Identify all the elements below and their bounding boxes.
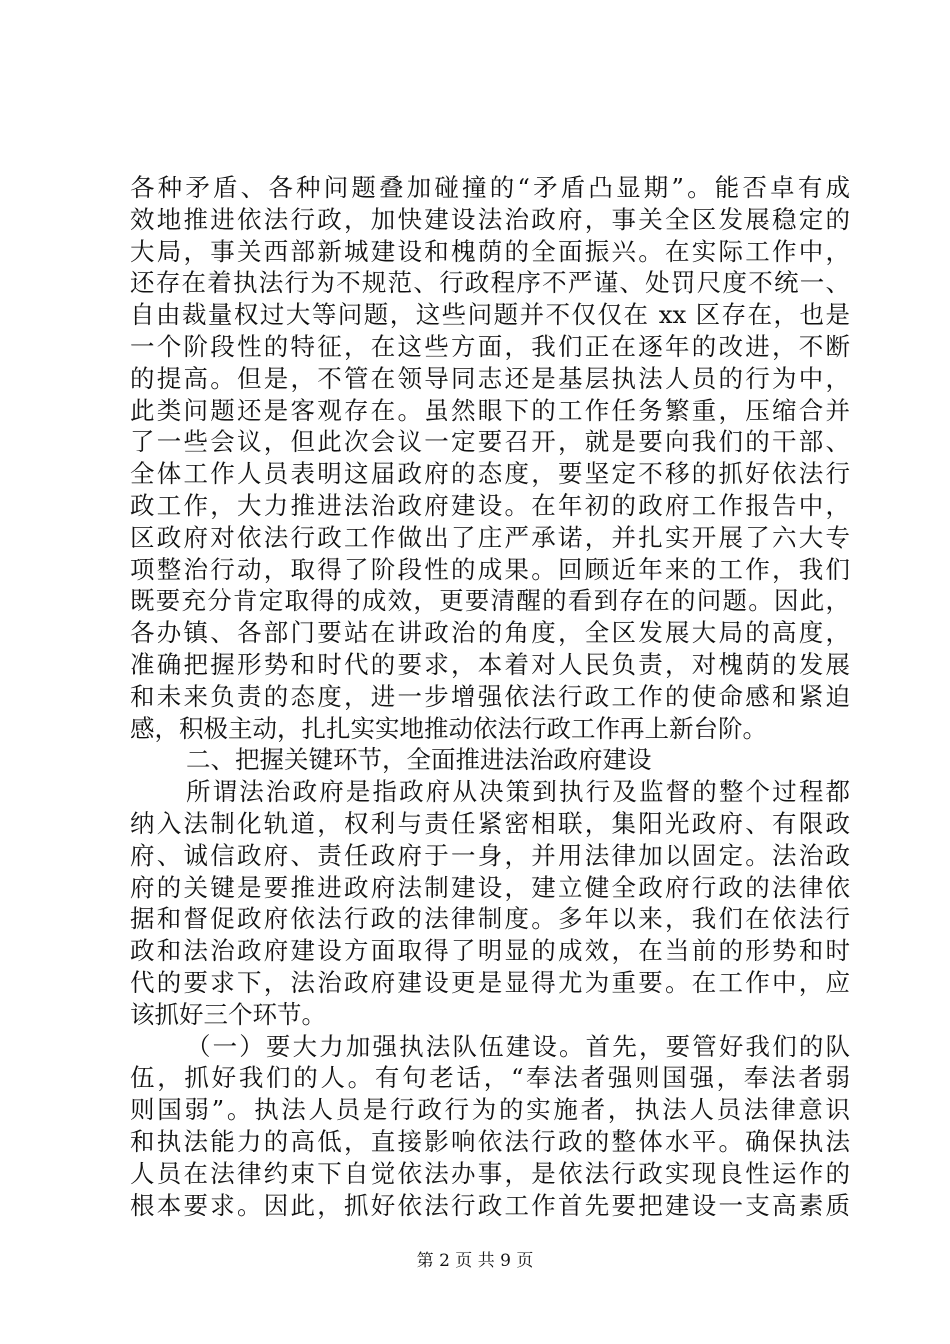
text-line: 各种矛盾、各种问题叠加碰撞的“矛盾凸显期”。能否卓有成 — [130, 173, 850, 202]
text-line: 此类问题还是客观存在。虽然眼下的工作任务繁重，压缩合并 — [130, 395, 850, 425]
text-line: 则国弱”。执法人员是行政行为的实施者，执法人员法律意识 — [130, 1095, 850, 1125]
text-line: 据和督促政府依法行政的法律制度。多年以来，我们在依法行 — [130, 904, 850, 934]
text-line: 根本要求。因此，抓好依法行政工作首先要把建设一支高素质 — [130, 1190, 850, 1220]
text-line: 准确把握形势和时代的要求，本着对人民负责，对槐荫的发展 — [130, 649, 850, 679]
text-line: 人员在法律约束下自觉依法办事，是依法行政实现良性运作的 — [130, 1158, 850, 1188]
page-number-footer: 第 2 页 共 9 页 — [416, 1251, 534, 1271]
text-line: 各办镇、各部门要站在讲政治的角度，全区发展大局的高度， — [130, 618, 850, 648]
text-line: 一个阶段性的特征，在这些方面，我们正在逐年的改进，不断 — [130, 331, 850, 361]
text-line: 所谓法治政府是指政府从决策到执行及监督的整个过程都 — [186, 777, 850, 807]
text-line: 全体工作人员表明这届政府的态度，要坚定不移的抓好依法行 — [130, 459, 850, 489]
text-line: 的提高。但是，不管在领导同志还是基层执法人员的行为中， — [130, 363, 850, 393]
text-line: 和未来负责的态度，进一步增强依法行政工作的使命感和紧迫 — [130, 681, 850, 711]
text-line: 既要充分肯定取得的成效，更要清醒的看到存在的问题。因此， — [130, 586, 850, 616]
text-line: 该抓好三个环节。 — [130, 999, 326, 1029]
text-line: 伍，抓好我们的人。有句老话，“奉法者强则国强，奉法者弱 — [130, 1063, 850, 1093]
document-body — [130, 172, 850, 1221]
text-line: 政和法治政府建设方面取得了明显的成效，在当前的形势和时 — [130, 936, 850, 966]
text-line: 府、诚信政府、责任政府于一身，并用法律加以固定。法治政 — [130, 840, 850, 870]
text-line: 和执法能力的高低，直接影响依法行政的整体水平。确保执法 — [130, 1126, 850, 1156]
text-line: 政工作，大力推进法治政府建设。在年初的政府工作报告中， — [130, 490, 850, 520]
text-line: 项整治行动，取得了阶段性的成果。回顾近年来的工作，我们 — [130, 554, 850, 584]
text-line: 感，积极主动，扎扎实实地推动依法行政工作再上新台阶。 — [130, 713, 767, 743]
text-line: 代的要求下，法治政府建设更是显得尤为重要。在工作中，应 — [130, 967, 850, 997]
subsection-heading: （一）要大力加强执法队伍建设。首先，要管好我们的队 — [186, 1031, 850, 1061]
text-line: 府的关键是要推进政府法制建设，建立健全政府行政的法律依 — [130, 872, 850, 902]
text-line: 区政府对依法行政工作做出了庄严承诺，并扎实开展了六大专 — [130, 522, 850, 552]
text-line: 自由裁量权过大等问题，这些问题并不仅仅在 xx 区存在，也是 — [130, 300, 850, 330]
text-line: 纳入法制化轨道，权利与责任紧密相联，集阳光政府、有限政 — [130, 808, 850, 838]
text-line: 还存在着执法行为不规范、行政程序不严谨、处罚尺度不统一、 — [130, 268, 850, 298]
text-line: 效地推进依法行政，加快建设法治政府，事关全区发展稳定的 — [130, 204, 850, 234]
text-line: 大局，事关西部新城建设和槐荫的全面振兴。在实际工作中， — [130, 236, 850, 266]
text-line: 了一些会议，但此次会议一定要召开，就是要向我们的干部、 — [130, 427, 850, 457]
section-heading: 二、把握关键环节，全面推进法治政府建设 — [186, 745, 652, 775]
